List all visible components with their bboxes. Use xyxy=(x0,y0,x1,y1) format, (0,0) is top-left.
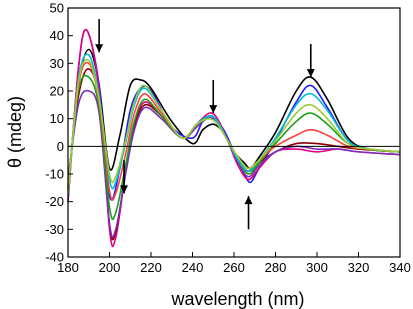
series-line-5 xyxy=(68,90,400,237)
trend-arrow-up-4 xyxy=(245,196,253,229)
y-tick-label: 20 xyxy=(49,83,64,99)
x-tick-label: 260 xyxy=(223,260,245,275)
x-tick-label: 240 xyxy=(181,260,204,275)
y-tick-label: 30 xyxy=(49,55,64,71)
series-line-1 xyxy=(68,50,400,188)
x-tick-label: 340 xyxy=(389,260,411,275)
series-line-3 xyxy=(68,30,400,247)
x-axis-label: wavelength (nm) xyxy=(171,289,305,309)
x-tick-label: 300 xyxy=(306,260,328,275)
x-tick-label: 320 xyxy=(347,260,370,275)
x-tick-label: 220 xyxy=(140,260,162,275)
trend-arrow-down-3 xyxy=(209,80,217,113)
series-line-9 xyxy=(68,60,400,194)
y-tick-label: -30 xyxy=(45,221,64,237)
trend-arrow-down-1 xyxy=(95,19,103,52)
series-line-8 xyxy=(68,54,400,196)
y-tick-label: 40 xyxy=(49,28,64,44)
y-axis-label: θ (mdeg) xyxy=(5,95,25,169)
x-tick-label: 180 xyxy=(57,260,79,275)
y-tick-label: -40 xyxy=(45,249,64,265)
y-tick-label: -20 xyxy=(45,194,64,210)
y-tick-label: 0 xyxy=(56,138,64,154)
x-tick-label: 200 xyxy=(98,260,121,275)
y-tick-label: -10 xyxy=(45,166,64,182)
y-tick-label: 50 xyxy=(49,0,64,16)
y-tick-label: 10 xyxy=(49,111,64,127)
series-layer xyxy=(68,30,400,247)
x-tick-label: 280 xyxy=(264,260,287,275)
trend-arrow-down-5 xyxy=(307,44,315,77)
